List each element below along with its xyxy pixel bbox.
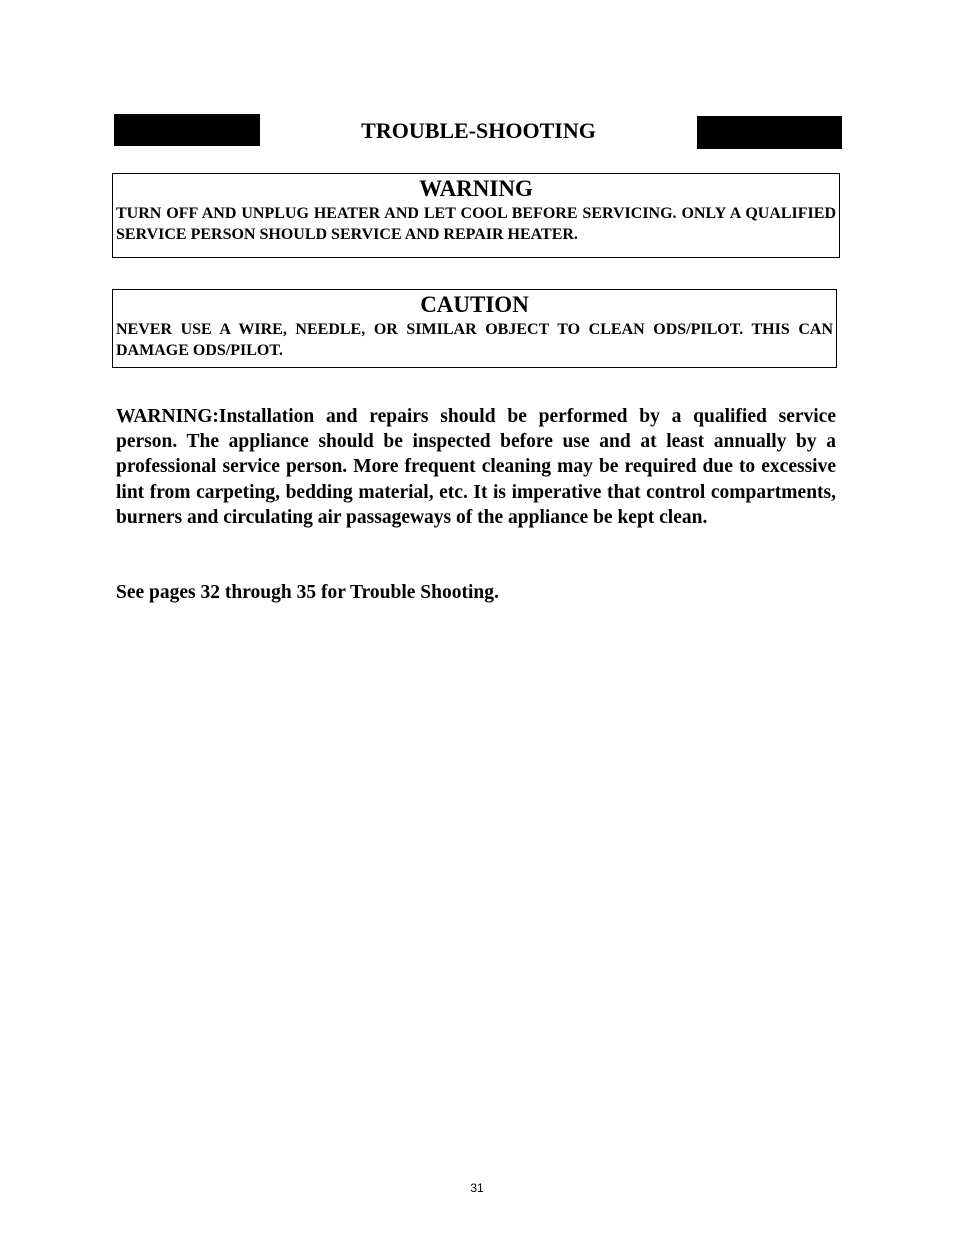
installation-warning-paragraph: WARNING:Installation and repairs should be performed by a qualified service person. The appliance should be inspected before use and at least annually by a professional service person. More frequent cleaning may be required due to excessive lint from carpeting, bedding material, etc. It is imperative that control compartments, burners and circulating air passageways of the appliance be kept clean.: [116, 406, 836, 528]
header-bar-right: [697, 116, 842, 149]
warning-heading: WARNING: [419, 176, 533, 201]
header-bar-left: [114, 114, 260, 146]
caution-box: [112, 289, 837, 368]
caution-text: NEVER USE A WIRE, NEEDLE, OR SIMILAR OBJECT TO CLEAN ODS/PILOT. THIS CAN DAMAGE ODS/PILOT.: [116, 321, 833, 359]
warning-box: [112, 173, 840, 258]
page-number: 31: [470, 1181, 484, 1195]
caution-heading: CAUTION: [420, 292, 529, 317]
page-title: TROUBLE-SHOOTING: [361, 118, 596, 143]
see-pages-reference: See pages 32 through 35 for Trouble Shooting.: [116, 582, 499, 603]
warning-text: TURN OFF AND UNPLUG HEATER AND LET COOL BEFORE SERVICING. ONLY A QUALIFIED SERVICE PERSON SHOULD SERVICE AND REPAIR HEATER.: [116, 205, 836, 243]
